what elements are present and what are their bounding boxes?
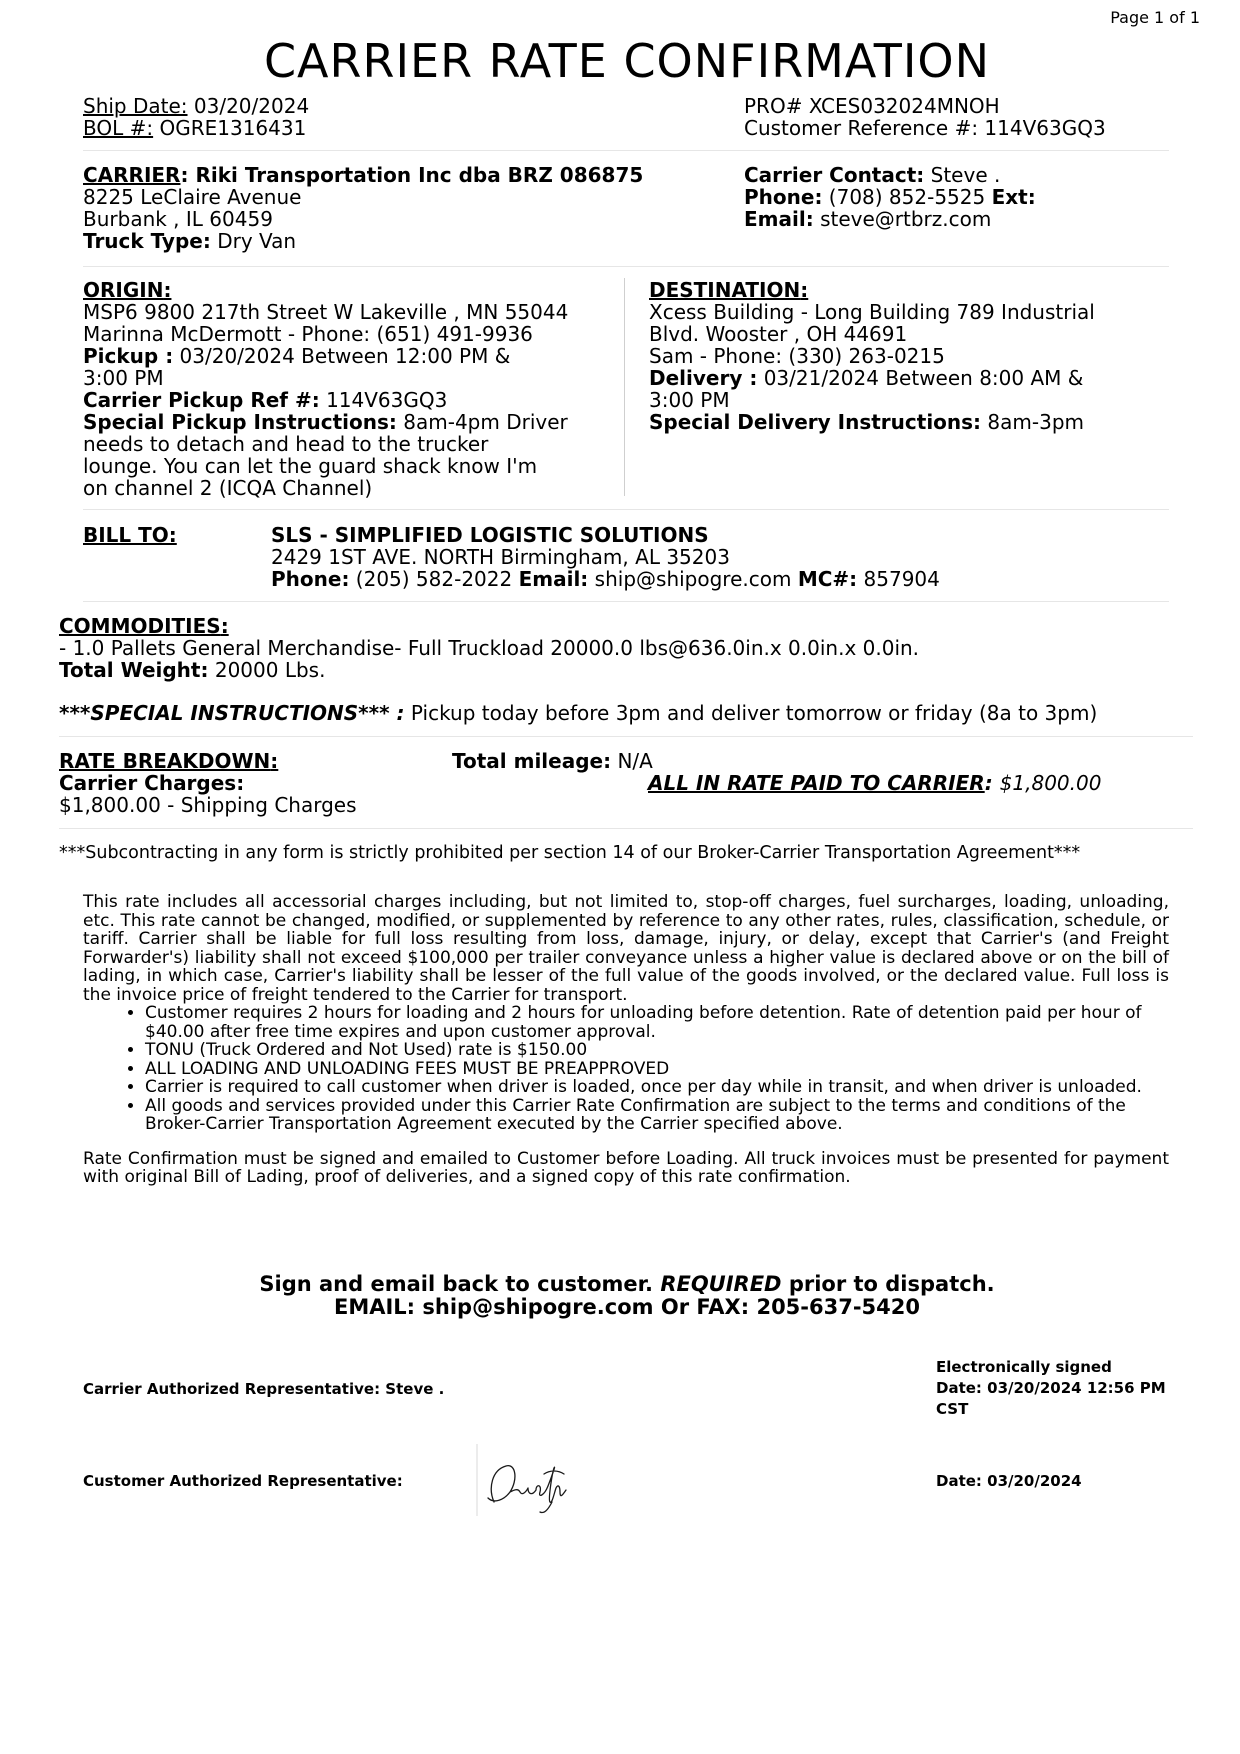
list-item: • All goods and services provided under this Carrier Rate Confirmation are subject to the terms and conditions of the Broker-Carrier Transportation Agreement executed by the Carrier specified above. <box>145 1097 1169 1134</box>
subcontracting-notice: ***Subcontracting in any form is strictly prohibited per section 14 of our Broker-Carrier Transportation Agreement*** <box>59 843 1081 863</box>
terms-closing: Rate Confirmation must be signed and emailed to Customer before Loading. All truck invoices must be presented for payment with original Bill of Lading, proof of deliveries, and a signed copy of this rate confirmation. <box>83 1148 1169 1187</box>
delivery-time-1: 03/21/2024 Between 8:00 AM & <box>763 366 1084 390</box>
pro-number: PRO# XCES032024MNOH <box>744 94 1000 118</box>
esigned-block <box>936 1357 1166 1420</box>
pickup-instructions-1: 8am-4pm Driver <box>403 410 568 434</box>
total-mileage <box>452 750 653 772</box>
terms-paragraph: This rate includes all accessorial charges including, but not limited to, stop-off charges, fuel surcharges, loading, unloading, etc. This rate cannot be changed, modified, or supplemented by reference to any other rates, rules, classification, schedule, or tariff. Carrier shall be liable for full loss resulting from loss, damage, injury, or delay, except that Carrier's (and Freight Forwarder's) liability shall not exceed $100,000 per trailer conveyance unless a higher value is declared above or on the bill of lading, in which case, Carrier's liability shall be lesser of the full value of the goods involved, or the declared value. Full loss is the invoice price of freight tendered to the Carrier for transport. <box>83 892 1169 1005</box>
sign-instruction <box>0 1273 1240 1295</box>
total-mileage-label: Total mileage: <box>452 749 612 773</box>
origin-label: ORIGIN <box>83 278 164 302</box>
carrier-ext-label: Ext: <box>991 185 1036 209</box>
bol-label: BOL #: <box>83 116 154 140</box>
pickup-time-2: 3:00 PM <box>83 366 164 390</box>
special-instructions-text: Pickup today before 3pm and deliver tomorrow or friday (8a to 3pm) <box>410 701 1098 725</box>
bill-to-phone-label: Phone: <box>271 567 350 591</box>
delivery-instructions-label: Special Delivery Instructions: <box>649 410 982 434</box>
pickup-instructions-label: Special Pickup Instructions: <box>83 410 397 434</box>
list-item: • Carrier is required to call customer when driver is loaded, once per day while in transit, and when driver is unloaded. <box>145 1078 1169 1097</box>
carrier-contact-value: Steve . <box>930 163 1001 187</box>
list-item: • ALL LOADING AND UNLOADING FEES MUST BE PREAPPROVED <box>145 1060 1169 1079</box>
delivery-time-2: 3:00 PM <box>649 388 730 412</box>
carrier-contact-block <box>744 164 1184 230</box>
ship-date-line <box>83 95 309 117</box>
customer-reference: Customer Reference #: 114V63GQ3 <box>744 116 1106 140</box>
carrier-block: CARRIER: Riki Transportation Inc dba BRZ 086875 8225 LeClaire Avenue Burbank , IL 60459 Truck Type: Dry Van <box>83 164 723 252</box>
terms-list <box>83 1004 1169 1134</box>
delivery-instructions: 8am-3pm <box>987 410 1085 434</box>
list-item: • TONU (Truck Ordered and Not Used) rate is $150.00 <box>145 1041 1169 1060</box>
esigned-date-2: CST <box>936 1400 969 1418</box>
page-number: Page 1 of 1 <box>1110 8 1200 27</box>
sign-instruction-c: prior to dispatch. <box>788 1272 995 1296</box>
destination-block: DESTINATION: Xcess Building - Long Building 789 Industrial Blvd. Wooster , OH 44691 Sam - Phone: (330) 263-0215 Delivery : 03/21/2024 Between 8:00 AM & 3:00 PM Special Delivery Instructions: 8am-3pm <box>649 279 1189 433</box>
ship-date-label: Ship Date: <box>83 94 188 118</box>
origin-contact: Marinna McDermott - Phone: (651) 491-9936 <box>83 322 533 346</box>
destination-address-2: Blvd. Wooster , OH 44691 <box>649 322 908 346</box>
truck-type-label: Truck Type: <box>83 229 211 253</box>
carrier-phone-value: (708) 852-5525 <box>828 185 986 209</box>
customer-rep: Customer Authorized Representative: <box>83 1472 403 1490</box>
carrier-charges-label: Carrier Charges: <box>59 771 245 795</box>
sign-instruction-required: REQUIRED <box>660 1272 782 1296</box>
column-divider <box>624 278 625 496</box>
carrier-charge-line: $1,800.00 - Shipping Charges <box>59 793 357 817</box>
total-mileage-value: N/A <box>617 749 653 773</box>
pickup-instructions-2: needs to detach and head to the trucker <box>83 432 489 456</box>
divider <box>83 150 1169 151</box>
destination-contact: Sam - Phone: (330) 263-0215 <box>649 344 945 368</box>
all-in-rate: ALL IN RATE PAID TO CARRIER: $1,800.00 <box>648 771 1102 795</box>
commodities-label: COMMODITIES <box>59 614 221 638</box>
carrier-label: CARRIER <box>83 163 181 187</box>
carrier-rep: Carrier Authorized Representative: Steve . <box>83 1380 445 1398</box>
bill-to-mc: 857904 <box>863 567 940 591</box>
carrier-phone-label: Phone: <box>744 185 823 209</box>
total-weight-label: Total Weight: <box>59 658 209 682</box>
special-instructions-label: ***SPECIAL INSTRUCTIONS*** : <box>59 701 405 725</box>
divider <box>83 509 1169 510</box>
rate-block: RATE BREAKDOWN: Carrier Charges: $1,800.00 - Shipping Charges <box>59 750 479 816</box>
carrier-email-label: Email: <box>744 207 814 231</box>
bill-to-name: SLS - SIMPLIFIED LOGISTIC SOLUTIONS <box>271 523 709 547</box>
destination-label: DESTINATION <box>649 278 801 302</box>
divider <box>59 828 1193 829</box>
bill-to-label: BILL TO: <box>83 523 177 547</box>
signature-image <box>474 1440 584 1520</box>
special-instructions <box>59 702 1219 724</box>
bill-to-mc-label: MC#: <box>797 567 858 591</box>
rate-breakdown-label: RATE BREAKDOWN <box>59 749 271 773</box>
commodity-line: - 1.0 Pallets General Merchandise- Full Truckload 20000.0 lbs@636.0in.x 0.0in.x 0.0in. <box>59 636 920 660</box>
carrier-email-value: steve@rtbrz.com <box>820 207 992 231</box>
commodities-block: COMMODITIES: - 1.0 Pallets General Merchandise- Full Truckload 20000.0 lbs@636.0in.x 0.0in.x 0.0in. Total Weight: 20000 Lbs. <box>59 615 1199 681</box>
all-in-rate-value: $1,800.00 <box>999 771 1102 795</box>
bill-to-email-label: Email: <box>518 567 589 591</box>
origin-address: MSP6 9800 217th Street W Lakeville , MN 55044 <box>83 300 569 324</box>
carrier-name: Riki Transportation Inc dba BRZ 086875 <box>195 163 644 187</box>
terms-block <box>83 893 1169 1187</box>
esigned-date-1: Date: 03/20/2024 12:56 PM <box>936 1379 1166 1397</box>
page-title: CARRIER RATE CONFIRMATION <box>263 34 991 88</box>
pickup-ref-label: Carrier Pickup Ref #: <box>83 388 320 412</box>
total-weight-value: 20000 Lbs. <box>214 658 326 682</box>
carrier-contact-label: Carrier Contact: <box>744 163 925 187</box>
destination-address-1: Xcess Building - Long Building 789 Industrial <box>649 300 1095 324</box>
ship-date-value: 03/20/2024 <box>193 94 310 118</box>
divider <box>59 736 1193 737</box>
sign-instruction-a: Sign and email back to customer. <box>259 1272 653 1296</box>
bill-to-address: 2429 1ST AVE. NORTH Birmingham, AL 35203 <box>271 545 730 569</box>
bol-value: OGRE1316431 <box>159 116 307 140</box>
carrier-address-1: 8225 LeClaire Avenue <box>83 185 302 209</box>
pickup-label: Pickup : <box>83 344 174 368</box>
pickup-instructions-3: lounge. You can let the guard shack know I'm <box>83 454 538 478</box>
origin-block: ORIGIN: MSP6 9800 217th Street W Lakeville , MN 55044 Marinna McDermott - Phone: (651) 491-9936 Pickup : 03/20/2024 Between 12:00 PM & 3:00 PM Carrier Pickup Ref #: 114V63GQ3 Special Pickup Instructions: 8am-4pm Driver needs to detach and head to the trucker lounge. You can let the guard shack know I'm on channel 2 (ICQA Channel) <box>83 279 623 499</box>
bill-to-phone: (205) 582-2022 <box>355 567 513 591</box>
truck-type-value: Dry Van <box>217 229 297 253</box>
esigned-label: Electronically signed <box>936 1358 1112 1376</box>
list-item: • Customer requires 2 hours for loading and 2 hours for unloading before detention. Rate of detention paid per hour of $40.00 after free time expires and upon customer approval. <box>145 1004 1169 1041</box>
sign-contact: EMAIL: ship@shipogre.com Or FAX: 205-637-5420 <box>333 1295 921 1319</box>
carrier-address-2: Burbank , IL 60459 <box>83 207 273 231</box>
pickup-instructions-4: on channel 2 (ICQA Channel) <box>83 476 373 500</box>
pickup-ref-value: 114V63GQ3 <box>326 388 448 412</box>
bol-line <box>83 117 306 139</box>
all-in-rate-label: ALL IN RATE PAID TO CARRIER <box>648 771 985 795</box>
bill-to-email: ship@shipogre.com <box>594 567 792 591</box>
customer-date: Date: 03/20/2024 <box>936 1472 1082 1490</box>
pickup-time-1: 03/20/2024 Between 12:00 PM & <box>179 344 511 368</box>
bill-to-block <box>271 524 1191 590</box>
delivery-label: Delivery : <box>649 366 758 390</box>
divider <box>83 266 1169 267</box>
divider <box>83 601 1169 602</box>
